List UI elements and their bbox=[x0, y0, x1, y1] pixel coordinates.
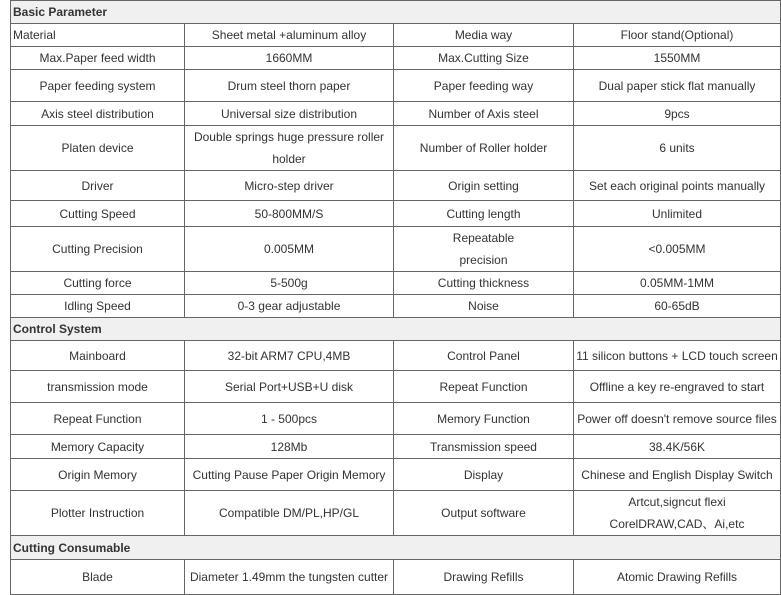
param-label: Cutting force bbox=[11, 272, 185, 295]
param-label: Drawing Refills bbox=[394, 560, 574, 595]
table-row bbox=[11, 201, 781, 227]
param-value: Cutting Pause Paper Origin Memory bbox=[185, 459, 394, 491]
section-header-row bbox=[11, 1, 781, 24]
param-value: Double springs huge pressure roller holder bbox=[185, 126, 394, 171]
table-row bbox=[11, 24, 781, 47]
param-label: Origin Memory bbox=[11, 459, 185, 491]
param-value: Serial Port+USB+U disk bbox=[185, 371, 394, 403]
param-value: 1660MM bbox=[185, 47, 394, 70]
param-value: Diameter 1.49mm the tungsten cutter bbox=[185, 560, 394, 595]
table-row bbox=[11, 403, 781, 435]
param-value: 0.005MM bbox=[185, 227, 394, 272]
param-value: 1 - 500pcs bbox=[185, 403, 394, 435]
param-label: Driver bbox=[11, 171, 185, 201]
table-row bbox=[11, 70, 781, 102]
param-label: Paper feeding system bbox=[11, 70, 185, 102]
param-label: Plotter Instruction bbox=[11, 491, 185, 536]
param-value: Dual paper stick flat manually bbox=[574, 70, 781, 102]
param-label: Output software bbox=[394, 491, 574, 536]
param-label: Blade bbox=[11, 560, 185, 595]
param-value: Offline a key re-engraved to start bbox=[574, 371, 781, 403]
param-label: Memory Function bbox=[394, 403, 574, 435]
param-value: Micro-step driver bbox=[185, 171, 394, 201]
table-row bbox=[11, 341, 781, 371]
param-label: Cutting Precision bbox=[11, 227, 185, 272]
param-label: Memory Capacity bbox=[11, 435, 185, 459]
param-value: 0-3 gear adjustable bbox=[185, 295, 394, 318]
param-value: <0.005MM bbox=[574, 227, 781, 272]
param-label: Axis steel distribution bbox=[11, 102, 185, 126]
param-value: Compatible DM/PL,HP/GL bbox=[185, 491, 394, 536]
param-value: Universal size distribution bbox=[185, 102, 394, 126]
param-value: 60-65dB bbox=[574, 295, 781, 318]
param-value: 38.4K/56K bbox=[574, 435, 781, 459]
param-label: Cutting length bbox=[394, 201, 574, 227]
param-label: Number of Axis steel bbox=[394, 102, 574, 126]
table-row bbox=[11, 227, 781, 272]
param-value: Artcut,signcut flexi CorelDRAW,CAD、Ai,etc bbox=[574, 491, 781, 536]
table-row bbox=[11, 459, 781, 491]
param-label: Material bbox=[11, 24, 185, 47]
param-label: Idling Speed bbox=[11, 295, 185, 318]
section-control-system: Control System bbox=[11, 318, 781, 341]
table-row bbox=[11, 102, 781, 126]
param-value: 11 silicon buttons + LCD touch screen bbox=[574, 341, 781, 371]
param-label: Platen device bbox=[11, 126, 185, 171]
param-label: Control Panel bbox=[394, 341, 574, 371]
section-cutting-consumable: Cutting Consumable bbox=[11, 536, 781, 560]
param-value: Atomic Drawing Refills bbox=[574, 560, 781, 595]
param-label: Cutting thickness bbox=[394, 272, 574, 295]
param-label: Paper feeding way bbox=[394, 70, 574, 102]
param-value: Set each original points manually bbox=[574, 171, 781, 201]
param-value: 6 units bbox=[574, 126, 781, 171]
param-value: Unlimited bbox=[574, 201, 781, 227]
param-label: Max.Cutting Size bbox=[394, 47, 574, 70]
param-value: 0.05MM-1MM bbox=[574, 272, 781, 295]
table-row bbox=[11, 295, 781, 318]
param-label: Display bbox=[394, 459, 574, 491]
table-row bbox=[11, 171, 781, 201]
param-label: Repeat Function bbox=[394, 371, 574, 403]
param-value: Chinese and English Display Switch bbox=[574, 459, 781, 491]
param-value: 50-800MM/S bbox=[185, 201, 394, 227]
param-value: 1550MM bbox=[574, 47, 781, 70]
param-label: Number of Roller holder bbox=[394, 126, 574, 171]
table-row bbox=[11, 371, 781, 403]
param-label: transmission mode bbox=[11, 371, 185, 403]
param-value: 128Mb bbox=[185, 435, 394, 459]
param-label: Max.Paper feed width bbox=[11, 47, 185, 70]
param-value: Power off doesn't remove source files bbox=[574, 403, 781, 435]
param-value: 9pcs bbox=[574, 102, 781, 126]
param-label: Transmission speed bbox=[394, 435, 574, 459]
param-label: Origin setting bbox=[394, 171, 574, 201]
param-label: Repeatable precision bbox=[394, 227, 574, 272]
table-row bbox=[11, 435, 781, 459]
param-label: Noise bbox=[394, 295, 574, 318]
param-label: Cutting Speed bbox=[11, 201, 185, 227]
param-value: Sheet metal +aluminum alloy bbox=[185, 24, 394, 47]
section-header-row bbox=[11, 536, 781, 560]
section-basic-parameter: Basic Parameter bbox=[11, 1, 781, 24]
table-row bbox=[11, 491, 781, 536]
param-label: Mainboard bbox=[11, 341, 185, 371]
param-value: 32-bit ARM7 CPU,4MB bbox=[185, 341, 394, 371]
table-row bbox=[11, 272, 781, 295]
spec-table bbox=[10, 0, 781, 595]
param-value: Drum steel thorn paper bbox=[185, 70, 394, 102]
section-header-row bbox=[11, 318, 781, 341]
table-row bbox=[11, 560, 781, 595]
table-row bbox=[11, 47, 781, 70]
param-value: Floor stand(Optional) bbox=[574, 24, 781, 47]
param-label: Media way bbox=[394, 24, 574, 47]
param-label: Repeat Function bbox=[11, 403, 185, 435]
param-value: 5-500g bbox=[185, 272, 394, 295]
table-row bbox=[11, 126, 781, 171]
